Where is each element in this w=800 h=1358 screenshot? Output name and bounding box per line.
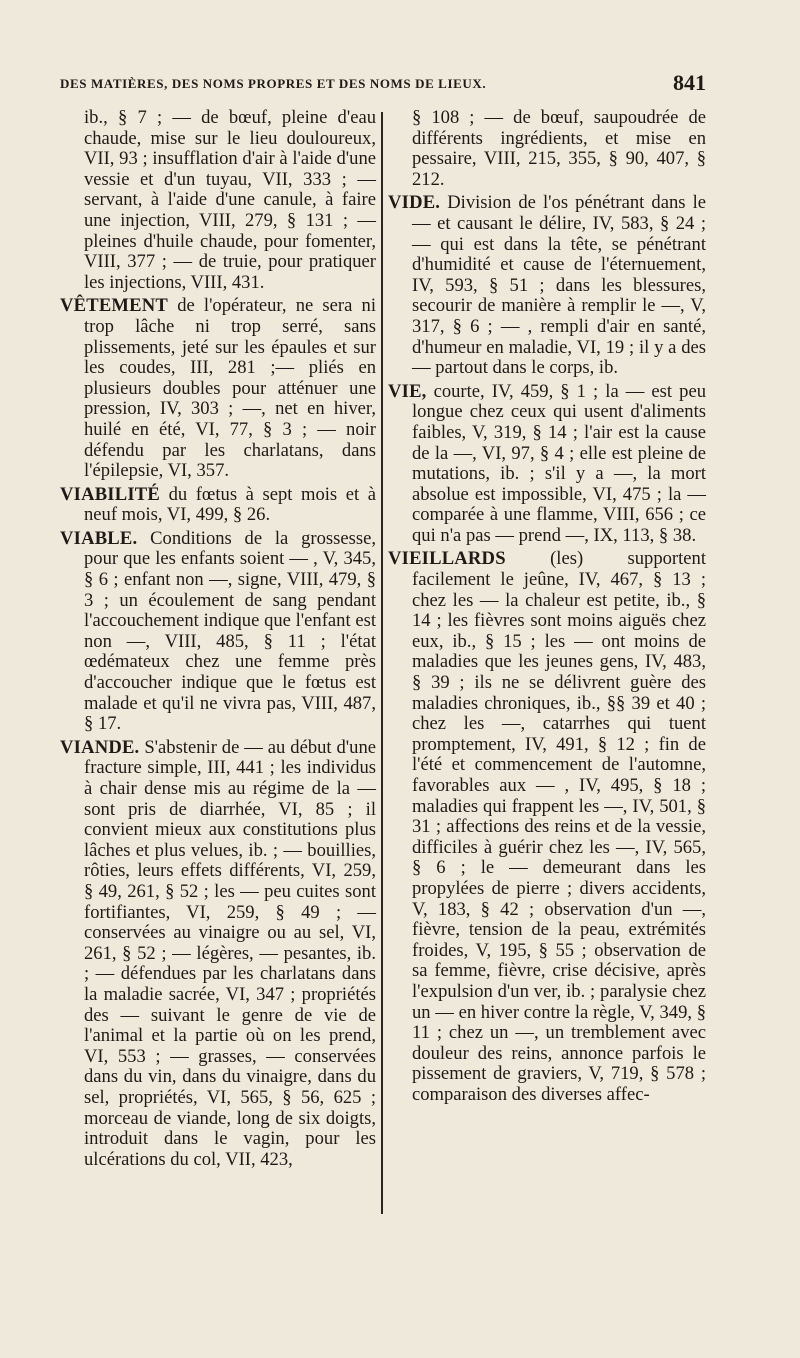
index-entry: VIEILLARDS (les) supportent facilement le jeûne, IV, 467, § 13 ; chez les — la chaleur est petite, ib., § 14 ; les fièvres sont moins aiguës chez eux, ib., § 15 ; les — ont moins de maladies que les jeunes gens, IV, 483, § 39 ; ils ne se délivrent guère des maladies chroniques, ib., §§ 39 et 40 ; chez les —, catarrhes qui tuent promptement, IV, 491, § 12 ; fin de l'été et commencement de l'automne, favorables aux — , IV, 495, § 18 ; maladies qui frappent les —, IV, 501, § 31 ; affections des reins et de la vessie, difficiles à guérir chez les —, IV, 565, § 6 ; le — demeurant dans les propylées de pierre ; divers accidents, V, 183, § 42 ; observation d'un —, fièvre, tension de la peau, extrémités froides, V, 195, § 55 ; observation de sa femme, fièvre, crise décisive, après l'expulsion d'un ver, ib. ; paralysie chez un — en hiver contre la règle, V, 349, § 11 ; chez un —, un tremblement avec douleur des reins, annonce parfois le pissement de graviers, V, 719, § 578 ; comparaison des diverses affec-: [388, 548, 706, 1105]
column-divider: [381, 112, 383, 1214]
entry-term: VIABLE.: [60, 527, 138, 549]
index-entry: VIE, courte, IV, 459, § 1 ; la — est peu longue chez ceux qui usent d'aliments faibles, V, 319, § 14 ; l'air est la cause de la —, VI, 97, § 4 ; elle est pleine de mutations, ib. ; s'il y a —, la mort absolue est impossible, VI, 475 ; la — comparée à une flamme, VIII, 656 ; ce qui n'a pas — prend —, IX, 113, § 38.: [388, 380, 706, 546]
right-column: [388, 108, 706, 1109]
page-number: 841: [673, 70, 706, 95]
entry-term: VIEILLARDS: [388, 548, 506, 570]
index-entry: VIANDE. S'abstenir de — au début d'une fracture simple, III, 441 ; les individus à chair dense mis au régime de la — sont pris de diarrhée, VI, 85 ; il convient mieux aux constitutions plus lâches et plus velues, ib. ; — bouillies, rôties, leurs effets différents, VI, 259, § 49, 261, § 52 ; les — peu cuites sont fortifiantes, VI, 259, § 49 ; — conservées au vinaigre ou au sel, VI, 261, § 52 ; — légères, — pesantes, ib. ; — défendues par les charlatans dans la maladie sacrée, VI, 347 ; propriétés des — suivant le genre de vie de l'animal et la partie où on les prend, VI, 553 ; — grasses, — conservées dans du vin, dans du vinaigre, dans du sel, propriétés, VI, 565, § 56, 625 ; morceau de viande, long de six doigts, introduit dans le vagin, pour les ulcérations du col, VII, 423,: [60, 736, 376, 1170]
left-column: [60, 108, 376, 1173]
index-entry: VIDE. Division de l'os pénétrant dans le — et causant le délire, IV, 583, § 24 ; — qui est dans la tête, se pénétrant d'humidité et cause de l'éternuement, IV, 593, § 51 ; dans les blessures, secourir de manière à remplir le —, V, 317, § 6 ; — , rempli d'air en santé, d'humeur en maladie, VI, 19 ; il y a des — partout dans le corps, ib.: [388, 192, 706, 379]
index-entry: VIABLE. Conditions de la grossesse, pour que les enfants soient — , V, 345, § 6 ; enfant non —, signe, VIII, 479, § 3 ; un écoulement de sang pendant l'accouchement indique que l'enfant est non —, VIII, 485, § 11 ; l'état œdémateux chez une femme près d'accoucher indique que le fœtus est malade et qu'il ne vivra pas, VIII, 487, § 17.: [60, 527, 376, 735]
header-title: DES MATIÈRES, DES NOMS PROPRES ET DES NOMS DE LIEUX.: [60, 76, 487, 91]
entry-term: VIABILITÉ: [60, 483, 160, 505]
index-entry: ib., § 7 ; — de bœuf, pleine d'eau chaude, mise sur le lieu douloureux, VII, 93 ; insufflation d'air à l'aide d'une vessie et d'un tuyau, VII, 333 ; — servant, à l'aide d'une canule, à faire une injection, VIII, 279, § 131 ; — pleines d'huile chaude, pour fomenter, VIII, 377 ; — de truie, pour pratiquer les injections, VIII, 431.: [84, 107, 376, 293]
running-header: [60, 70, 706, 100]
index-entry: VÊTEMENT de l'opérateur, ne sera ni trop lâche ni trop serré, sans plissements, jeté sur les épaules et sur les coudes, III, 281 ;— pliés en plusieurs doubles pour atténuer une pression, IV, 303 ; —, net en hiver, huilé en été, VI, 77, § 3 ; — noir défendu par les charlatans, dans l'épilepsie, VI, 357.: [60, 295, 376, 482]
index-entry: § 108 ; — de bœuf, saupoudrée de différents ingrédients, et mise en pessaire, VIII, 215, 355, § 90, 407, § 212.: [412, 107, 706, 190]
entry-term: VIDE.: [388, 192, 441, 214]
entry-term: VIANDE.: [60, 736, 140, 758]
entry-term: VIE,: [388, 380, 427, 402]
index-entry: VIABILITÉ du fœtus à sept mois et à neuf mois, VI, 499, § 26.: [60, 483, 376, 526]
entry-term: VÊTEMENT: [60, 295, 169, 317]
